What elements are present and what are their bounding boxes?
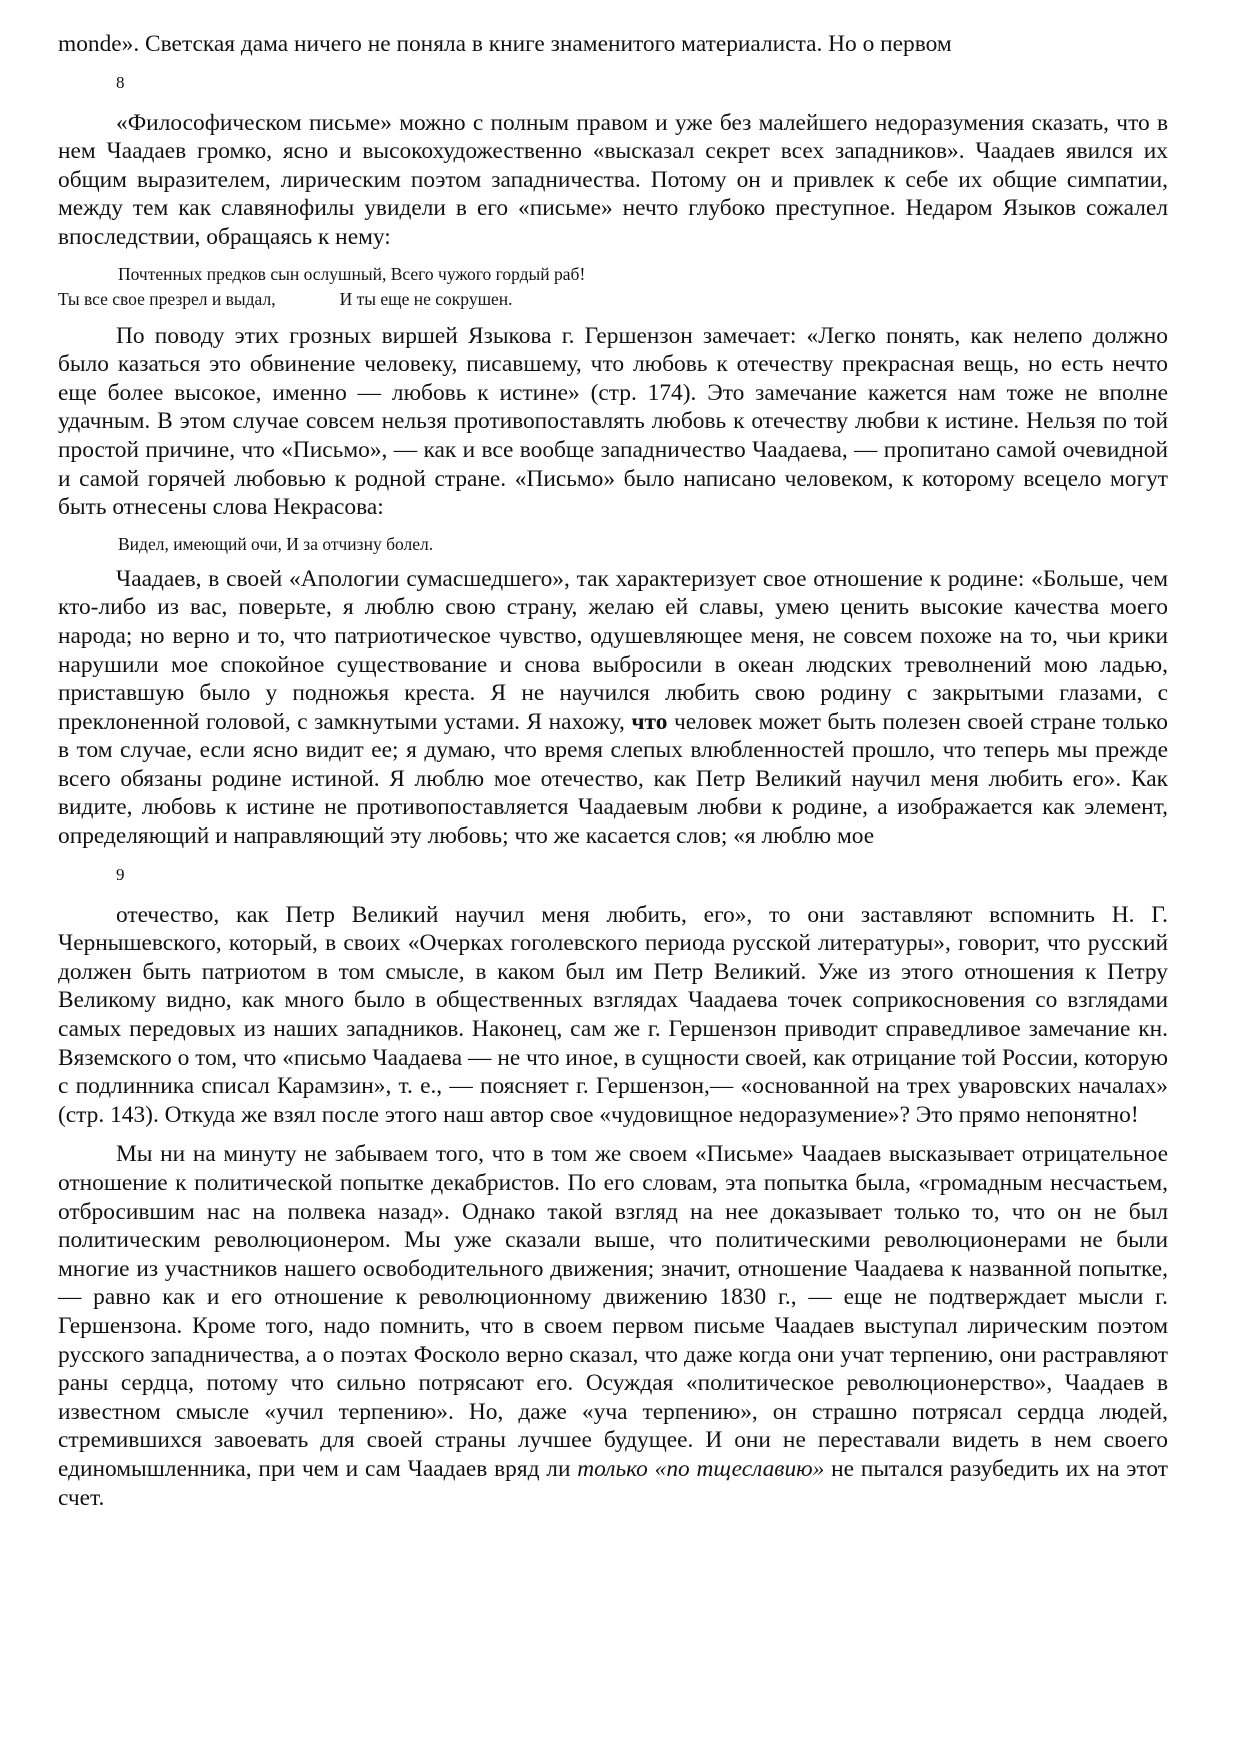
poem-quote: Видел, имеющий очи, И за отчизну болел. xyxy=(118,533,434,554)
poem-quote xyxy=(58,262,1168,312)
poem-line-part: Ты все свое презрел и выдал, xyxy=(58,288,276,309)
bold-word: что xyxy=(631,708,668,735)
poem-line: Почтенных предков сын ослушный, Всего чужого гордый раб! xyxy=(118,263,586,284)
poem-line-part: И ты еще не сокрушен. xyxy=(339,288,513,309)
paragraph xyxy=(58,565,1168,851)
top-line: monde». Светская дама ничего не поняла в книге знаменитого материалиста. Но о первом xyxy=(58,31,952,57)
paragraph: По поводу этих грозных виршей Языкова г. Гершензон замечает: «Легко понять, как нелепо должно было казаться это обвинение человеку, писавшему, что любовь к отечеству прекрасная вещь, но есть нечто еще более высокое, именно — любовь к истине» (стр. 174). Это замечание кажется нам тоже не вполне удачным. В этом случае совсем нельзя противопоставлять любовь к отечеству любви к истине. Нельзя по той простой причине, что «Письмо», — как и все вообще западничество Чаадаева, — пропитано самой очевидной и самой горячей любовью к родной стране. «Письмо» было написано человеком, к которому всецело могут быть отнесены слова Некрасова: xyxy=(58,322,1168,521)
page-number: 8 xyxy=(116,72,125,92)
poem-line xyxy=(58,287,1168,312)
paragraph-text: Мы ни на минуту не забываем того, что в том же своем «Письме» Чаадаев высказывает отрицательное отношение к политической попытке декабристов. По его словам, эта попытка была, «громадным несчастьем, отбросившим нас на полвека назад». Однако такой взгляд на нее доказывает только то, что он не был политическим революционером. Мы уже сказали выше, что политическими революционерами не были многие из участников нашего освободительного движения; значит, отношение Чаадаева к названной попытке, — равно как и его отношение к революционному движению 1830 г., — еще не подтверждает мысли г. Гершензона. Кроме того, надо помнить, что в своем первом письме Чаадаев выступал лирическим поэтом русского западничества, а о поэтах Фосколо верно сказал, что даже когда они учат терпению, они растравляют раны сердца, потому что сильно потрясают его. Осуждая «политическое революционерство», Чаадаев в известном смысле «учил терпению». Но, даже «уча терпению», он страшно потрясал сердца людей, стремившихся завоевать для своей страны лучшее будущее. И они не переставали видеть в нем своего единомышленника, при чем и сам Чаадаев вряд ли xyxy=(58,1141,1168,1482)
paragraph: «Философическом письме» можно с полным правом и уже без малейшего недоразумения сказать, что в нем Чаадаев громко, ясно и высокохудожественно «высказал секрет всех западников». Чаадаев явился их общим выразителем, лирическим поэтом западничества. Потому он и привлек к себе их общие симпатии, между тем как славянофилы увидели в его «письме» нечто глубоко преступное. Недаром Языков сожалел впоследствии, обращаясь к нему: xyxy=(58,109,1168,250)
paragraph-text: не пытался разубедить их на этот счет. xyxy=(58,1455,1168,1511)
paragraph-text: Чаадаев, в своей «Апологии сумасшедшего», так характеризует свое отношение к родине: «Больше, чем кто-либо из вас, поверьте, я люблю свою страну, желаю ей славы, умею ценить высокие качества моего народа; но верно и то, что патриотическое чувство, одушевляющее меня, не совсем похоже на то, чьи крики нарушили мое спокойное существование и снова выбросили в океан людских треволнений мою ладью, приставшую было у подножья креста. Я не научился любить свою родину с закрытыми глазами, с преклоненной головой, с замкнутыми устами. Я нахожу, xyxy=(58,565,1168,735)
paragraph-text: человек может быть полезен своей стране только в том случае, если ясно видит ее; я думаю, что время слепых влюбленностей прошло, что теперь мы прежде всего обязаны родине истиной. Я люблю мое отечество, как Петр Великий научил меня любить его». Как видите, любовь к истине не противопоставляется Чаадаевым любви к родине, а изображается как элемент, определяющий и направляющий эту любовь; что же касается слов; «я люблю мое xyxy=(58,708,1168,850)
page-number: 9 xyxy=(116,864,125,884)
paragraph xyxy=(58,1140,1168,1512)
italic-phrase: только «по тщеславию» xyxy=(577,1455,825,1482)
paragraph: отечество, как Петр Великий научил меня любить, его», то они заставляют вспомнить Н. Г. Чернышевского, который, в своих «Очерках гоголевского периода русской литературы», говорит, что русский должен быть патриотом в том смысле, в каком был им Петр Великий. Уже из этого отношения к Петру Великому видно, как много было в общественных взглядах Чаадаева точек соприкосновения со взглядами самых передовых из наших западников. Наконец, сам же г. Гершензон приводит справедливое замечание кн. Вяземского о том, что «письмо Чаадаева — не что иное, в сущности своей, как отрицание той России, которую с подлинника списал Карамзин», т. е., — поясняет г. Гершензон,— «основанной на трех уваровских началах» (стр. 143). Откуда же взял после этого наш автор свое «чудовищное недоразумение»? Это прямо непонятно! xyxy=(58,901,1168,1128)
